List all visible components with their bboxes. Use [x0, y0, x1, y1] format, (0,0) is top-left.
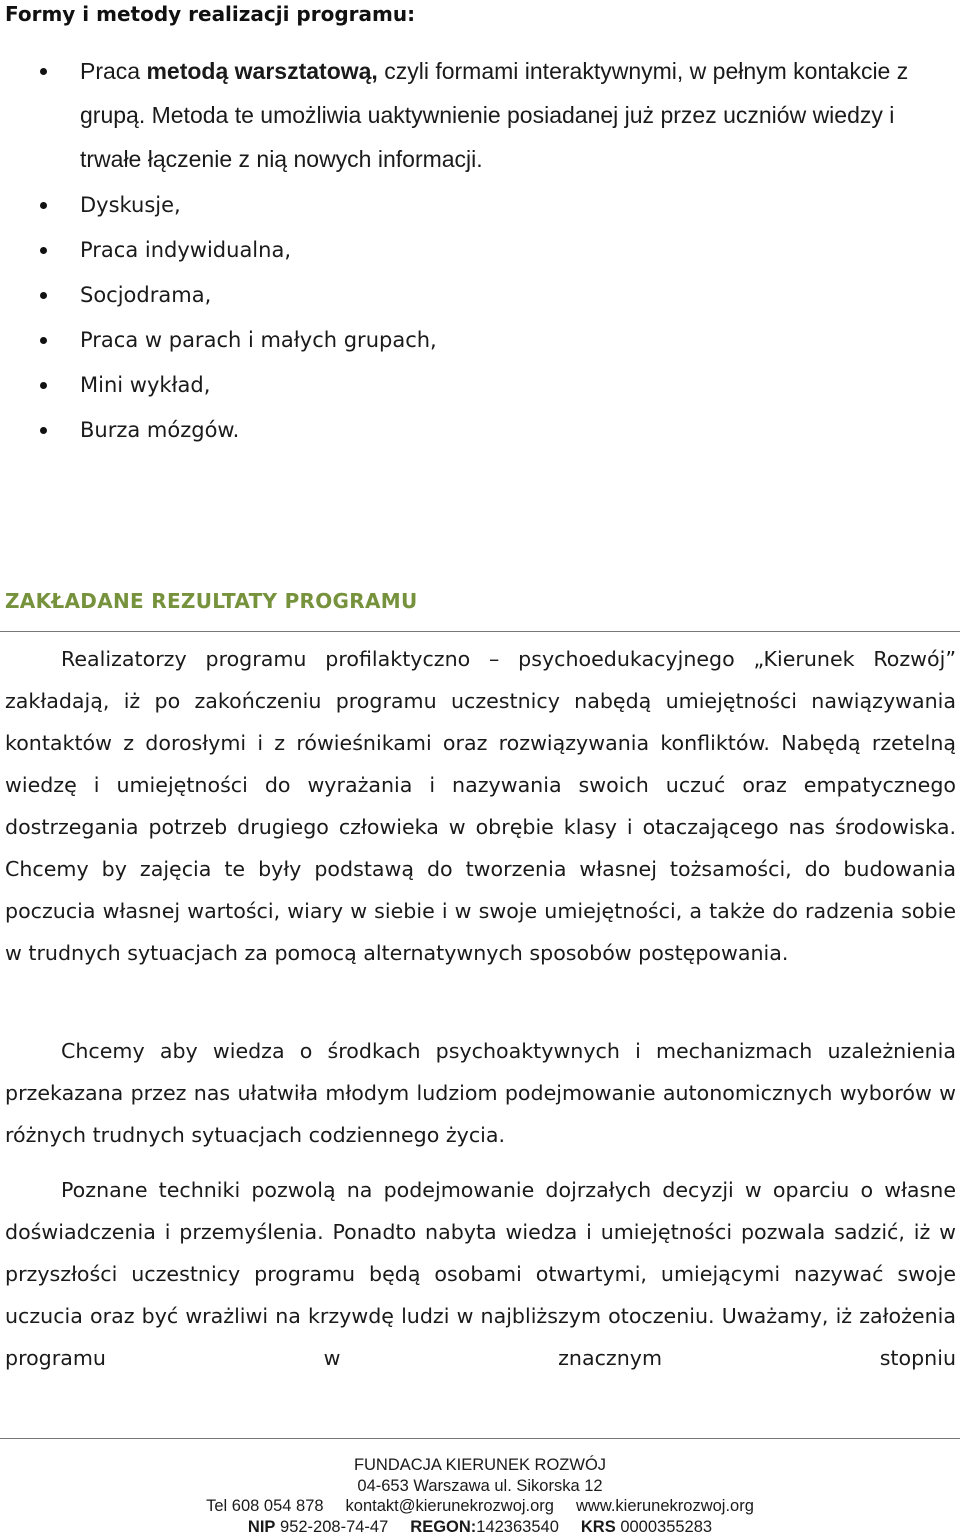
footer-phone: Tel 608 054 878 — [206, 1497, 324, 1515]
results-paragraph-3: Poznane techniki pozwolą na podejmowanie dojrzałych decyzji w oparciu o własne doświadczenia i przemyślenia. Ponadto nabyta wiedza i umiejętności pozwala sadzić, iż w przyszłości uczestnicy programu będą osobami otwartymi, umiejącymi nazywać swoje uczucia oraz być wrażliwi na krzywdę ludzi w najbliższym otoczeniu. Uważamy, iż założenia programu w znacznym stopniu — [5, 1178, 956, 1370]
footer-regon-value: 142363540 — [476, 1517, 559, 1536]
list-item — [0, 280, 960, 310]
bullet-icon — [40, 337, 47, 344]
heading-divider — [0, 631, 960, 632]
bullet-icon — [40, 292, 47, 299]
list-item-label: Praca indywidualna, — [80, 238, 291, 262]
methods-list — [0, 59, 960, 460]
results-heading: ZAKŁADANE REZULTATY PROGRAMU — [5, 589, 418, 613]
list-item — [0, 190, 960, 220]
list-item-label: Dyskusje, — [80, 193, 181, 217]
list-item — [0, 49, 960, 181]
bullet-icon — [40, 202, 47, 209]
list-item — [0, 415, 960, 445]
bullet-icon — [40, 68, 47, 75]
bullet-icon — [40, 382, 47, 389]
footer-address: 04-653 Warszawa ul. Sikorska 12 — [357, 1476, 603, 1495]
footer-krs-value: 0000355283 — [620, 1517, 713, 1536]
list-item-bold: metodą warsztatową, — [146, 58, 378, 84]
list-item-prefix: Praca — [80, 58, 147, 84]
list-item-label: Socjodrama, — [80, 283, 212, 307]
results-paragraph-2: Chcemy aby wiedza o środkach psychoaktywnych i mechanizmach uzależnienia przekazana przez nas ułatwiła młodym ludziom podejmowanie autonomicznych wyborów w różnych trudnych sytuacjach codziennego życia. — [5, 1039, 956, 1147]
list-item-label: Praca w parach i małych grupach, — [80, 328, 437, 352]
results-paragraph-1: Realizatorzy programu profilaktyczno – psychoedukacyjnego „Kierunek Rozwój” zakładają, iż po zakończeniu programu uczestnicy nabędą umiejętności nawiązywania kontaktów z dorosłymi i z rówieśnikami oraz rozwiązywania konfliktów. Nabędą rzetelną wiedzę i umiejętności do wyrażania i nazywania swoich uczuć oraz empatycznego dostrzegania potrzeb drugiego człowieka w obrębie klasy i otaczającego nas środowiska. Chcemy by zajęcia te były podstawą do tworzenia własnej tożsamości, do budowania poczucia własnej wartości, wiary w siebie i w swoje umiejętności, a także do radzenia sobie w trudnych sytuacjach za pomocą alternatywnych sposobów postępowania. — [5, 647, 956, 965]
footer-nip-label: NIP — [247, 1517, 276, 1536]
footer-contacts — [0, 1496, 960, 1517]
list-item-label: Mini wykład, — [80, 373, 211, 397]
section-title: Formy i metody realizacji programu: — [5, 2, 416, 26]
page-footer — [0, 1455, 960, 1537]
list-item — [0, 235, 960, 265]
bullet-icon — [40, 247, 47, 254]
bullet-icon — [40, 427, 47, 434]
footer-email[interactable]: kontakt@kierunekrozwoj.org — [345, 1497, 554, 1515]
list-item-label: Burza mózgów. — [80, 418, 240, 442]
list-item-suffix: czyli formami interaktywnymi, w pełnym kontakcie z grupą. Metoda te umożliwia uaktywnienie posiadanej już przez uczniów wiedzy i trwałe łączenie z nią nowych informacji. — [80, 58, 909, 172]
footer-regon-label: REGON: — [410, 1517, 477, 1536]
footer-nip-value: 952-208-74-47 — [280, 1517, 389, 1536]
list-item — [0, 370, 960, 400]
footer-krs-label: KRS — [580, 1517, 616, 1536]
footer-registry — [0, 1517, 960, 1538]
footer-org-name: FUNDACJA KIERUNEK ROZWÓJ — [353, 1456, 607, 1474]
list-item — [0, 325, 960, 355]
footer-divider — [0, 1438, 960, 1439]
footer-website[interactable]: www.kierunekrozwoj.org — [575, 1497, 754, 1515]
